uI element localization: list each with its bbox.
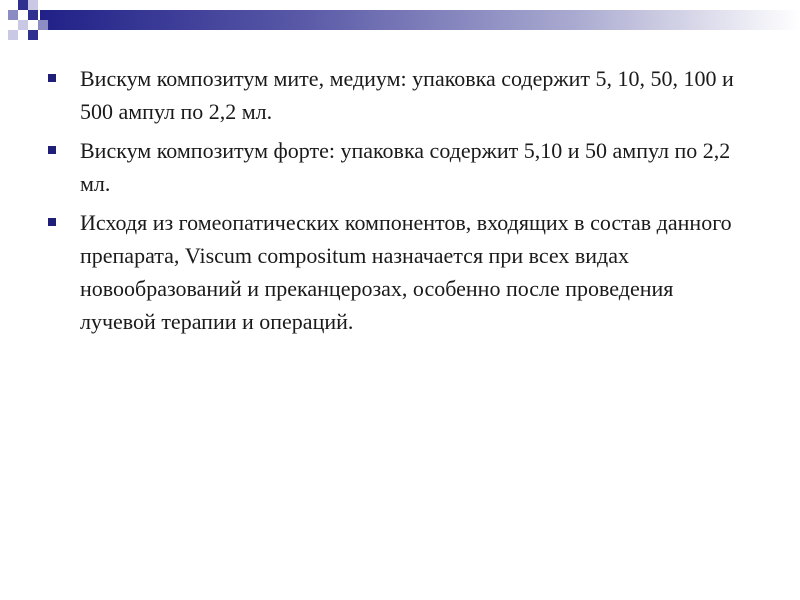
square-bullet-icon (48, 218, 56, 226)
list-item (46, 206, 746, 338)
bullet-list (46, 62, 746, 344)
header-gradient-bar (40, 10, 800, 30)
square-bullet-icon (48, 146, 56, 154)
bullet-text: Вискум композитум форте: упаковка содержит 5,10 и 50 ампул по 2,2 мл. (80, 138, 731, 196)
decor-square (8, 10, 18, 20)
decor-square (38, 20, 48, 30)
decorative-header (0, 0, 800, 50)
decor-square (18, 0, 28, 10)
decor-square (18, 20, 28, 30)
bullet-text: Исходя из гомеопатических компонентов, входящих в состав данного препарата, Viscum compositum назначается при всех видах новообразований и преканцерозах, особенно после проведения лучевой терапии и операций. (80, 210, 732, 334)
decor-square (8, 30, 18, 40)
square-bullet-icon (48, 74, 56, 82)
bullet-text: Вискум композитум мите, медиум: упаковка содержит 5, 10, 50, 100 и 500 ампул по 2,2 мл. (80, 66, 734, 124)
decor-square (28, 10, 38, 20)
list-item (46, 134, 746, 200)
list-item (46, 62, 746, 128)
decor-square (28, 30, 38, 40)
decor-square (28, 0, 38, 10)
